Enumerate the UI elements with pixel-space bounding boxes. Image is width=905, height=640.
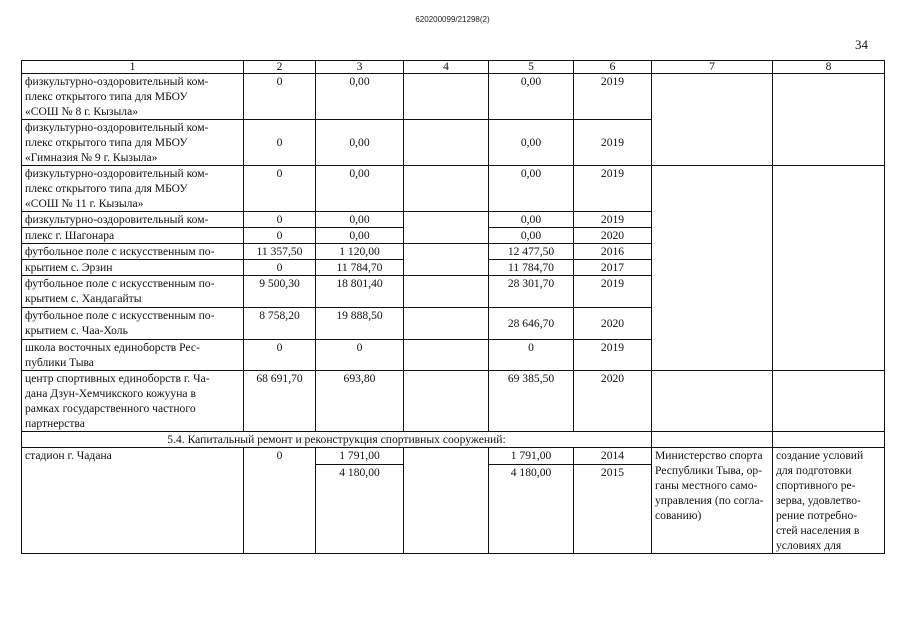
year-cell: 2019 [574, 276, 652, 308]
object-name: стадион г. Чадана [22, 448, 244, 554]
empty-cell [404, 448, 489, 554]
value-cell: 1 791,00 [316, 448, 404, 465]
column-header: 3 [316, 61, 404, 74]
table-row [22, 74, 885, 120]
value-cell: 0 [244, 340, 316, 371]
value-cell [404, 120, 489, 166]
empty-cell [773, 432, 885, 448]
empty-cell [773, 166, 885, 371]
value-cell: 0 [316, 340, 404, 371]
value-cell: 0,00 [316, 228, 404, 244]
table-row [22, 448, 885, 465]
value-cell [404, 308, 489, 340]
value-cell: 0,00 [316, 212, 404, 228]
object-name: физкультурно-оздоровительный ком- плекс открытого типа для МБОУ «СОШ № 11 г. Кызыла» [22, 166, 244, 212]
year-cell: 2019 [574, 340, 652, 371]
program-table [21, 60, 885, 554]
year-cell: 2015 [574, 464, 652, 553]
year-cell: 2016 [574, 244, 652, 260]
value-cell: 12 477,50 [489, 244, 574, 260]
empty-cell [652, 371, 773, 432]
value-cell: 0,00 [489, 228, 574, 244]
value-cell: 8 758,20 [244, 308, 316, 340]
value-cell [404, 276, 489, 308]
value-cell: 0,00 [489, 120, 574, 166]
value-cell: 0 [244, 166, 316, 212]
column-header: 5 [489, 61, 574, 74]
value-cell: 11 784,70 [316, 260, 404, 276]
column-header: 4 [404, 61, 489, 74]
value-cell [404, 166, 489, 212]
object-name: школа восточных единоборств Рес- публики Тыва [22, 340, 244, 371]
value-cell: 4 180,00 [489, 464, 574, 553]
year-cell: 2019 [574, 166, 652, 212]
column-header: 1 [22, 61, 244, 74]
value-cell: 693,80 [316, 371, 404, 432]
year-cell: 2014 [574, 448, 652, 465]
empty-cell [773, 371, 885, 432]
value-cell: 18 801,40 [316, 276, 404, 308]
year-cell: 2019 [574, 212, 652, 228]
value-cell: 9 500,30 [244, 276, 316, 308]
object-name: физкультурно-оздоровительный ком- плекс открытого типа для МБОУ «Гимназия № 9 г. Кызыла» [22, 120, 244, 166]
expected-result: создание условий для подготовки спортивного ре- зерва, удовлетво- рение потребно- стей населения в условиях для [773, 448, 885, 554]
value-cell: 0,00 [316, 166, 404, 212]
value-cell: 28 301,70 [489, 276, 574, 308]
section-row [22, 432, 885, 448]
table-row [22, 166, 885, 212]
responsible-executor: Министерство спорта Республики Тыва, ор- ганы местного само- управления (по согла- сованию) [652, 448, 773, 554]
value-cell: 0 [244, 212, 316, 228]
value-cell: 68 691,70 [244, 371, 316, 432]
value-cell [404, 74, 489, 120]
value-cell [404, 244, 489, 276]
value-cell: 0 [489, 340, 574, 371]
column-header: 7 [652, 61, 773, 74]
value-cell: 0 [244, 448, 316, 554]
section-title: 5.4. Капитальный ремонт и реконструкция спортивных сооружений: [22, 432, 652, 448]
object-name: крытием с. Эрзин [22, 260, 244, 276]
value-cell: 0,00 [316, 120, 404, 166]
value-cell: 69 385,50 [489, 371, 574, 432]
year-cell: 2020 [574, 371, 652, 432]
value-cell: 0,00 [489, 166, 574, 212]
year-cell: 2017 [574, 260, 652, 276]
empty-cell [773, 74, 885, 166]
value-cell: 19 888,50 [316, 308, 404, 340]
empty-cell [652, 166, 773, 371]
object-name: плекс г. Шагонара [22, 228, 244, 244]
year-cell: 2020 [574, 308, 652, 340]
empty-cell [652, 432, 773, 448]
value-cell: 0,00 [489, 74, 574, 120]
column-header: 6 [574, 61, 652, 74]
object-name: физкультурно-оздоровительный ком- [22, 212, 244, 228]
value-cell: 28 646,70 [489, 308, 574, 340]
value-cell: 0 [244, 228, 316, 244]
value-cell: 0,00 [316, 74, 404, 120]
object-name: футбольное поле с искусственным по- крытием с. Чаа-Холь [22, 308, 244, 340]
value-cell: 0 [244, 74, 316, 120]
value-cell: 11 784,70 [489, 260, 574, 276]
table-row [22, 371, 885, 432]
object-name: центр спортивных единоборств г. Ча- дана Дзун-Хемчикского кожууна в рамках государственного частного партнерства [22, 371, 244, 432]
year-cell: 2020 [574, 228, 652, 244]
value-cell: 1 120,00 [316, 244, 404, 260]
year-cell: 2019 [574, 120, 652, 166]
document-id: 620200099/21298(2) [415, 15, 490, 24]
object-name: футбольное поле с искусственным по- крытием с. Хандагайты [22, 276, 244, 308]
value-cell: 0 [244, 120, 316, 166]
column-number-row [22, 61, 885, 74]
column-header: 2 [244, 61, 316, 74]
value-cell [404, 371, 489, 432]
year-cell: 2019 [574, 74, 652, 120]
value-cell: 11 357,50 [244, 244, 316, 260]
page-number: 34 [855, 37, 868, 52]
empty-cell [652, 74, 773, 166]
object-name: футбольное поле с искусственным по- [22, 244, 244, 260]
column-header: 8 [773, 61, 885, 74]
value-cell: 0,00 [489, 212, 574, 228]
value-cell [404, 212, 489, 244]
value-cell [404, 340, 489, 371]
value-cell: 0 [244, 260, 316, 276]
value-cell: 1 791,00 [489, 448, 574, 465]
object-name: физкультурно-оздоровительный ком- плекс открытого типа для МБОУ «СОШ № 8 г. Кызыла» [22, 74, 244, 120]
value-cell: 4 180,00 [316, 464, 404, 553]
